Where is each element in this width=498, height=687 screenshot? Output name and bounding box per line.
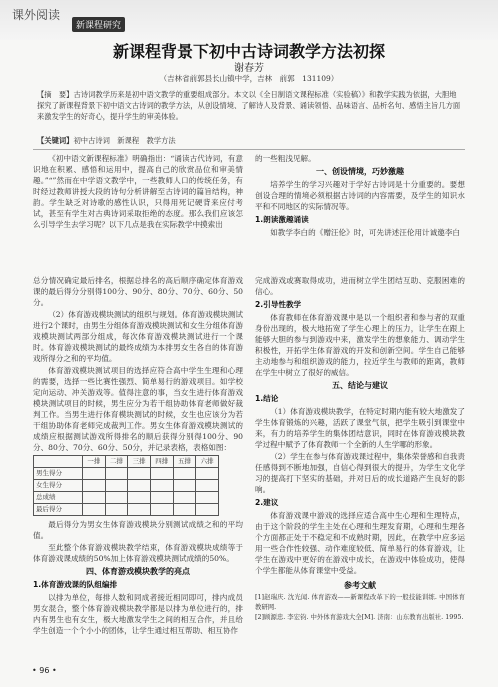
subsection-heading: 2.引导性教学: [255, 300, 302, 309]
paragraph: （2）体育游戏模块测试的组织与规划。体育游戏模块测试进行2个课时，由男生分组体育游戏模块测试和女生分组体育游戏模块测试两部分组成，每次体育游戏模块测试进行一个课时。体育游戏模块测试的最终成绩为本排男女生各自的体育游戏所得分之和的平均值。: [33, 310, 243, 363]
paragraph: 以排为单位，每排人数和同成者接近相同即可，排内成员男女混合，整个体育游戏模块教学都是以排为单位进行的，排内有男生也有女生，极大地激发学生之间的相互合作，并且给学生创造一个个小小的团体，让学生通过相互帮助、相互协作: [33, 593, 243, 635]
table-cell: [34, 456, 83, 468]
author-affiliation: （吉林省前郭县长山镇中学，吉林 前郭 131109）: [159, 74, 339, 83]
paragraph: （1）体育游戏模块教学，在特定时期内能有较大地激发了学生体育锻炼的兴趣，活跃了课堂气氛，把学生吸引到课堂中来，有力的培养学生的集体团结意识，同时在体育游戏模块教学过程中赋予了体育教师一个全新的人生学哪的形象。: [255, 407, 465, 449]
row-label: 男生得分: [34, 468, 83, 480]
table-row: [34, 492, 219, 504]
row-label: 最后得分: [34, 504, 83, 516]
subsection-heading: 2.建议: [255, 498, 279, 507]
paragraph: 如教学李白的《赠汪伦》时，可先讲述汪伦用计诚邀李白: [270, 228, 461, 237]
table-row: [34, 468, 219, 480]
table-cell: 四排: [150, 456, 173, 468]
section-heading: 五、结论与建议: [332, 381, 388, 390]
page-number: • 96 •: [32, 666, 57, 675]
reference-item: [2]顾源忠. 李宏钧. 中外体育游戏大全[M]. 济南：山东教育出版社. 1995.: [255, 613, 464, 621]
paragraph: 完成游戏或赛取得成功，进而树立学生团结互助、克服困难的信心。: [255, 276, 465, 296]
row-label: 总成绩: [34, 492, 83, 504]
journal-header: [0, 0, 498, 40]
section-heading: 一、创设情境，巧妙激趣: [316, 167, 404, 176]
paragraph: 最后得分为男女生体育游戏模块分别测试成绩之和的平均值。: [33, 520, 243, 540]
subsection-heading: 1.结论: [255, 394, 279, 403]
section-badge: 新课程研究: [72, 17, 125, 32]
paragraph: 体育游戏课中游戏的选择应适合高中生心理和生理特点，由于这个阶段的学生主处在心理和生理发育期，心理和生理各个方面都正处于不稳定和不成熟时期，因此，在教学中应多运用一些合作性较强、动作难度较低、简单易行的体育游戏，让学生在游戏中更好的在游戏中成长，在游戏中体验成功，使得个学生都能从体育课堂中受益。: [255, 511, 465, 575]
subsection-heading: 1.朗读激趣诵读: [255, 215, 309, 224]
right-column-bottom: [255, 275, 465, 624]
column-name: 课外阅读: [12, 8, 61, 22]
keywords: [37, 136, 463, 146]
table-cell: 五排: [173, 456, 196, 468]
keywords-text: 初中古诗词 新课程 教学方法: [73, 136, 176, 145]
left-column-top: [33, 153, 243, 231]
paragraph: 的一些粗浅见解。: [255, 154, 316, 163]
references-title: 参考文献: [344, 581, 376, 590]
article-title: 新课程背景下初中古诗词教学方法初探: [112, 42, 385, 61]
table-cell: 二排: [105, 456, 128, 468]
paragraph: （2）学生在参与体育游戏课过程中，集体荣誉感和自我责任感得到不断地加强，自信心得到很大的提升，为学生文化学习的提高打下坚实的基础，并对日后的成长道路产生良好的影响。: [255, 452, 465, 494]
table-cell: 一排: [83, 456, 106, 468]
row-label: 女生得分: [34, 480, 83, 492]
paragraph: 体育教师在体育游戏课中是以一个组织者和参与者的双重身份出现的，极大地拓宽了学生心理上的压力，让学生在跟上能够大胆的参与到游戏中来，激发学生的想象能力、调动学生积极性，开拓学生体育游戏的开发和创新空间。学生自己能够主动地参与和组织游戏的能力，拉近学生与教师的距离，教师在学生中树立了很好的威信。: [255, 313, 465, 377]
keywords-label: 【关键词】: [37, 136, 74, 145]
reference-item: [1]赵瑞庆. 沈光闻. 体育游戏——新课程改革下的一般技能训练. 中国体育教研网.: [255, 593, 465, 611]
paragraph: 总分情况确定最后排名，根据总排名的高后顺序确定体育游戏课的最后得分分别得100分、90分、80分、70分、60分、50分。: [33, 276, 243, 307]
subsection-heading: 1.体育游戏课的队组编排: [33, 580, 118, 589]
table-cell: 三排: [128, 456, 151, 468]
section-heading: 四、体育游戏模块教学的亮点: [86, 567, 190, 576]
references: [255, 580, 465, 623]
table-row: [34, 480, 219, 492]
paragraph: 《初中语文新课程标准》明确指出：“诵读古代诗词，有意识地在积累、感悟和运用中，提高自己的欣赏品位和审美情趣。”“”然而在中学语文教学中，一些教师人口的传统任务，有时经过教师讲授大段的诗句分析讲解至古诗词的篇旨结构，神韵。学生缺乏对诗歌的感性认识，只得用死记硬背来应付考试，甚至有学生对古典诗词采取拒绝的态度。那么我们应该怎么引导学生去学习呢？以下几点是我在实际教学中摸索出: [33, 154, 243, 229]
paragraph: 至此整个体育游戏模块教学结束，体育游戏模块成绩等于体育游戏课成绩的50%加上体育游戏模块测试成绩的50%。: [33, 543, 243, 563]
table-header-row: [34, 456, 219, 468]
left-column-bottom: [33, 275, 243, 637]
paragraph: 培养学生的学习兴趣对于学好古诗词是十分重要的。要想创设合理的情境必须根据古诗词的内容需要，及学生的知识水平和不同地区的实际情况等。: [255, 180, 465, 211]
table-cell: 六排: [196, 456, 219, 468]
table-row: [34, 504, 219, 516]
abstract: 【摘 要】古诗词教学历来是初中语文教学的重要组成部分。本文以《全日制语文课程标准（实验稿）》和教学实践为依据，大胆地探究了新课程背景下初中语文古诗词的教学方法，从创设情境、了解诗人及背景、诵读领悟、品味语言、品析名句、感悟主旨几方面来激发学生的好奇心，提升学生的审美体验。: [37, 90, 461, 121]
divider: [33, 149, 465, 150]
score-table: [33, 455, 219, 516]
paragraph: 体育游戏模块测试项目的选择应符合高中学生生理和心理的需要，选择一些比赛性强烈、简单易行的游戏项目。如学校定向运动、冲关游戏等。值得注意的事，当女生进行体育游戏模块测试项目的时候，男生应分为若干组协助体育老师做好裁判工作。当男生进行体育模块测试的时候，女生也应该分为若干组协助体育老师完成裁判工作。男女生体育游戏模块测试的成绩应根据测试游戏所得排名的顺后获得分别得100分、90分、80分、70分、60分、50分，并记录表格，表格如图：: [33, 366, 243, 452]
right-column-top: [255, 153, 465, 239]
author-name: 谢春芳: [234, 63, 264, 74]
